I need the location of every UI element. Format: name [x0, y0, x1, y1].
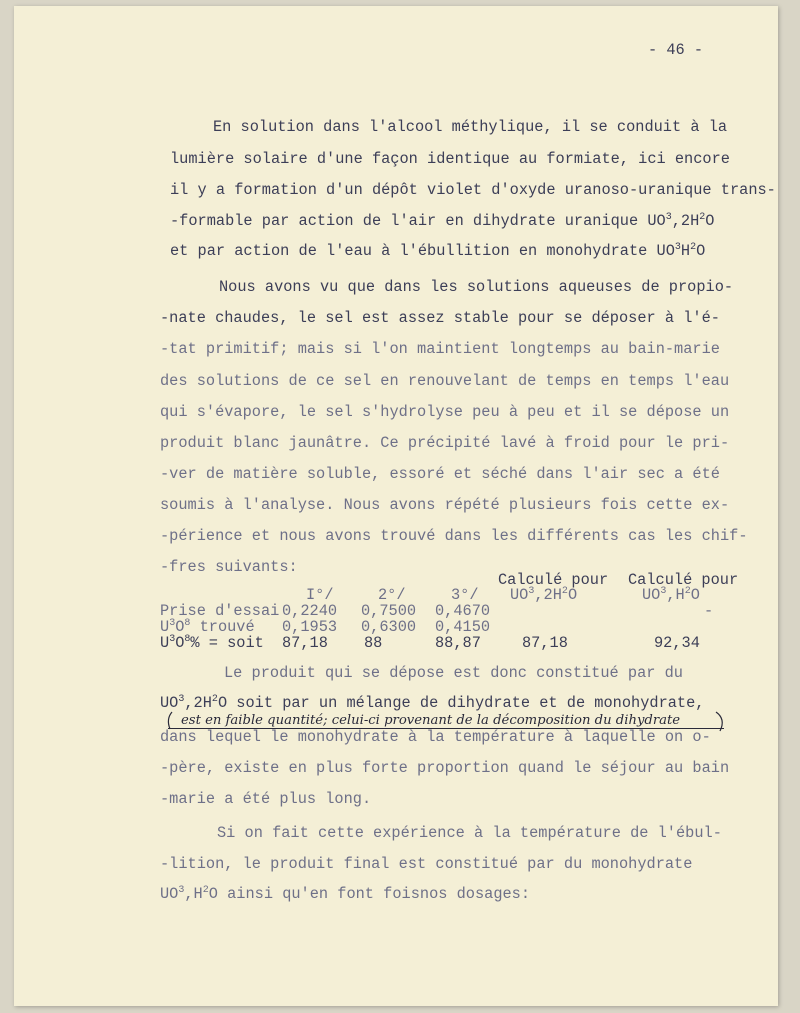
paragraph-line: il y a formation d'un dépôt violet d'oxyde uranoso-uranique trans- — [170, 181, 776, 199]
paragraph-line: soumis à l'analyse. Nous avons répété plusieurs fois cette ex- — [160, 496, 730, 514]
table-cell: 0,2240 — [282, 602, 338, 620]
table-row-label: $U^3O^8\%$ = soit — [160, 634, 264, 652]
paragraph-line: $UO^3,2H^2O$ soit par un mélange de dihydrate et de monohydrate, — [160, 694, 705, 712]
table-row-label: Prise d'essai — [160, 602, 280, 620]
calc-header-1: Calculé pour — [498, 571, 609, 589]
paragraph-line: -périence et nous avons trouvé dans les différents cas les chif- — [160, 527, 748, 545]
paragraph-line: -tat primitif; mais si l'on maintient longtemps au bain-marie — [160, 340, 720, 358]
calc-header-2: Calculé pour — [628, 571, 739, 589]
table-cell: 87,18 — [282, 634, 328, 652]
column-header: 3°/ — [451, 586, 479, 604]
document-page — [14, 6, 778, 1006]
paragraph-line: -ver de matière soluble, essoré et séché dans l'air sec a été — [160, 465, 720, 483]
paragraph-line: En solution dans l'alcool méthylique, il se conduit à la — [213, 118, 728, 136]
table-cell: 0,4670 — [435, 602, 491, 620]
paragraph-line: lumière solaire d'une façon identique au formiate, ici encore — [170, 150, 730, 168]
table-cell: - — [704, 602, 714, 620]
paragraph-line: dans lequel le monohydrate à la température à laquelle on o- — [160, 728, 711, 746]
table-cell: 0,1953 — [282, 618, 338, 636]
paragraph-line: -marie a été plus long. — [160, 790, 372, 808]
table-cell: 92,34 — [654, 634, 700, 652]
calc-formula-2: $UO^3,H^2O$ — [642, 586, 700, 604]
table-cell: 88,87 — [435, 634, 481, 652]
paragraph-line: -formable par action de l'air en dihydrate uranique $UO^3,2H^2O$ — [170, 212, 715, 230]
column-header: I°/ — [306, 586, 334, 604]
calc-formula-1: $UO^3,2H^2O$ — [510, 586, 578, 604]
paragraph-line: -lition, le produit final est constitué par du monohydrate — [160, 855, 693, 873]
paragraph-line: -père, existe en plus forte proportion quand le séjour au bain — [160, 759, 730, 777]
strikethrough-line — [168, 728, 724, 729]
paragraph-line: -nate chaudes, le sel est assez stable pour se déposer à l'é- — [160, 309, 720, 327]
paragraph-line: qui s'évapore, le sel s'hydrolyse peu à peu et il se dépose un — [160, 403, 730, 421]
table-cell: 0,6300 — [361, 618, 417, 636]
table-cell: 88 — [364, 634, 383, 652]
paragraph-line: -fres suivants: — [160, 558, 298, 576]
table-cell: 0,4150 — [435, 618, 491, 636]
page-number: - 46 - — [648, 41, 704, 59]
paragraph-line: des solutions de ce sel en renouvelant de temps en temps l'eau — [160, 372, 730, 390]
table-cell: 0,7500 — [361, 602, 417, 620]
table-cell: 87,18 — [522, 634, 568, 652]
paragraph-line: Nous avons vu que dans les solutions aqueuses de propio- — [219, 278, 734, 296]
handwritten-insertion: est en faible quantité; celui-ci provenant de la décomposition du dihydrate — [181, 713, 681, 728]
column-header: 2°/ — [378, 586, 406, 604]
paragraph-line: Le produit qui se dépose est donc constitué par du — [224, 664, 683, 682]
paragraph-line: et par action de l'eau à l'ébullition en monohydrate $UO^3H^2O$ — [170, 242, 706, 260]
paragraph-line: produit blanc jaunâtre. Ce précipité lavé à froid pour le pri- — [160, 434, 730, 452]
table-row-label: $U^3O^8$ trouvé — [160, 618, 255, 636]
paragraph-line: $UO^3,H^2O$ ainsi qu'en font foisnos dosages: — [160, 885, 531, 903]
paragraph-line: Si on fait cette expérience à la température de l'ébul- — [217, 824, 722, 842]
